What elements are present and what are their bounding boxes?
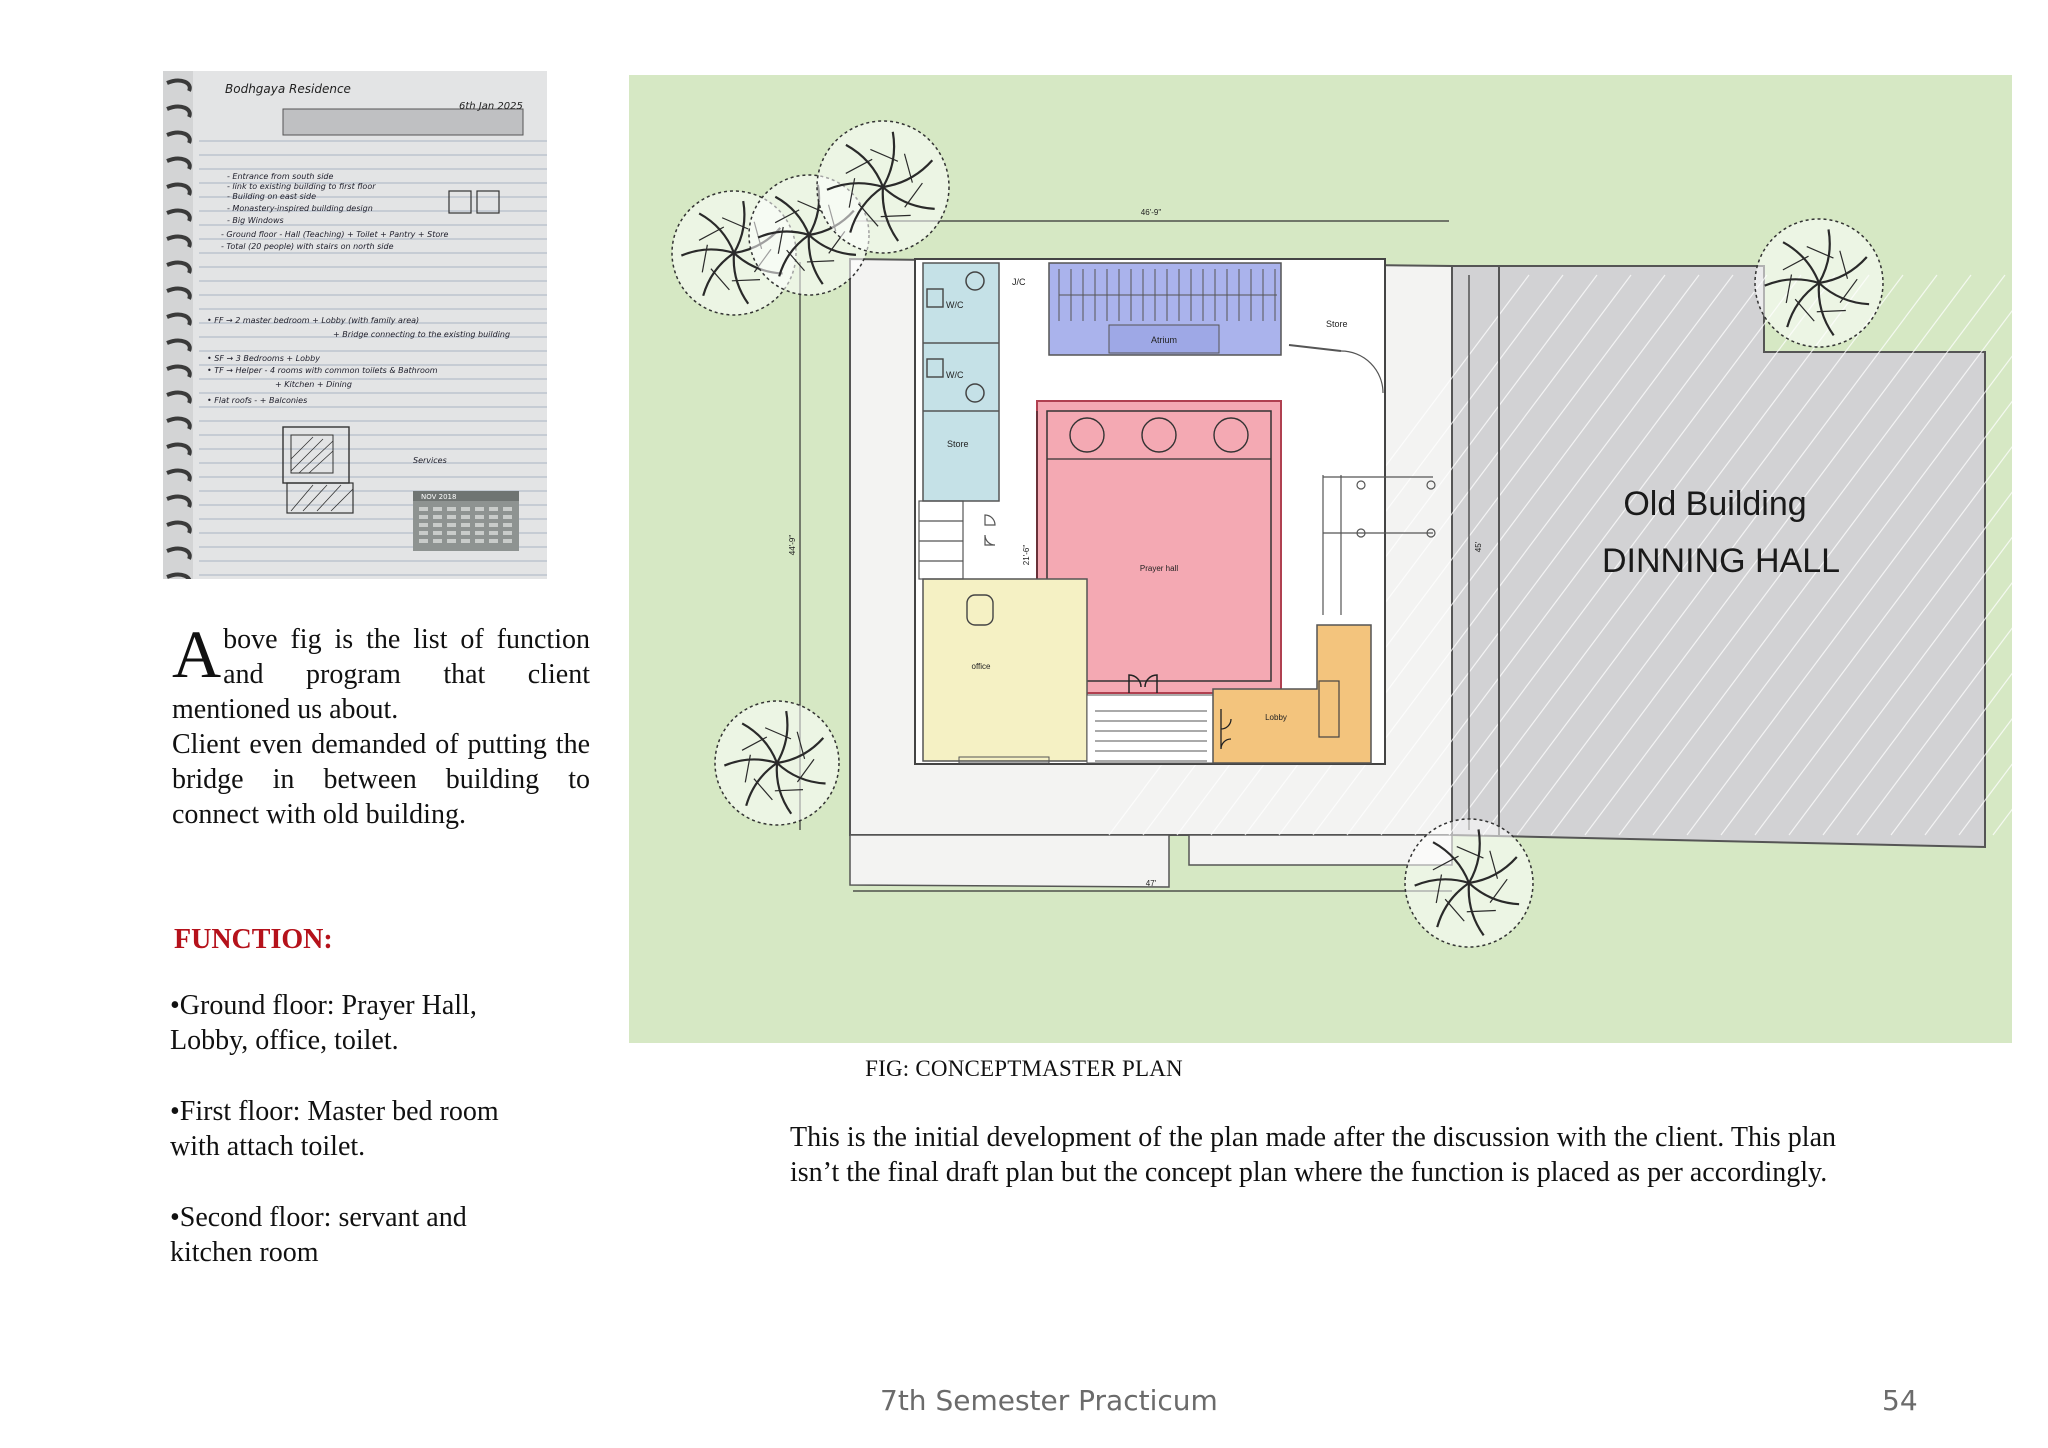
sketch-note: - link to existing building to first floor [227, 182, 376, 191]
dimension-top: 46'-9" [1140, 208, 1162, 217]
function-heading: FUNCTION: [174, 924, 333, 955]
sketch-note: • FF → 2 master bedroom + Lobby (with family area) [207, 316, 420, 325]
footer-course: 7th Semester Practicum [880, 1384, 1218, 1417]
dimension-right: 45' [1474, 541, 1483, 553]
sketch-note: Services [413, 456, 447, 465]
sketch-note: - Building on east side [227, 192, 316, 201]
office-label: office [971, 662, 991, 671]
store-label-left: Store [947, 439, 969, 449]
intro-text-2: Client even demanded of putting the bridge in between building to connect with old building. [172, 729, 590, 830]
ground-floor-item: •Ground floor: Prayer Hall, Lobby, office, toilet. [170, 990, 477, 1056]
tree [1755, 219, 1883, 347]
dining-hall-label: DINNING HALL [1601, 542, 1841, 580]
dimension-bottom: 47' [1145, 879, 1157, 888]
tree [817, 121, 949, 253]
sketch-date: 6th Jan 2025 [459, 101, 523, 112]
atrium-label: Atrium [1150, 335, 1178, 345]
page-number: 54 [1882, 1384, 1918, 1417]
first-floor-item: •First floor: Master bed room with attach toilet. [170, 1096, 499, 1162]
sketch-note: • Flat roofs - + Balconies [207, 396, 308, 405]
sketch-note: + Kitchen + Dining [275, 380, 352, 389]
wc-label-1: W/C [946, 300, 964, 310]
dimension-left: 44'-9" [788, 534, 797, 556]
figure-caption: FIG: CONCEPTMASTER PLAN [865, 1056, 1183, 1081]
sketch-note: + Bridge connecting to the existing building [333, 330, 511, 339]
store-label-top: Store [1326, 319, 1348, 329]
tree [715, 701, 839, 825]
intro-text-1: bove fig is the list of function and program that client mentioned us about. [172, 624, 590, 725]
wc-label-2: W/C [946, 370, 964, 380]
sketch-note: - Entrance from south side [227, 172, 334, 181]
tree [1405, 819, 1533, 947]
second-floor-item: •Second floor: servant and kitchen room [170, 1202, 467, 1268]
sketch-note: • TF → Helper - 4 rooms with common toilets & Bathroom [207, 366, 438, 375]
sketch-note: - Ground floor - Hall (Teaching) + Toilet + Pantry + Store [221, 230, 449, 239]
sketch-note: - Big Windows [227, 216, 284, 225]
plan-description: This is the initial development of the plan made after the discussion with the client. This plan isn’t the final draft plan but the concept plan where the function is placed as per accordingly. [790, 1122, 1836, 1188]
hall-dimension: 21'-6" [1022, 544, 1031, 566]
sketch-note: - Total (20 people) with stairs on north side [221, 242, 394, 251]
sketch-calendar: NOV 2018 [421, 493, 457, 501]
intro-paragraph [172, 616, 590, 832]
drop-cap: A [172, 616, 222, 692]
jc-label: J/C [1012, 277, 1026, 287]
lobby-label: Lobby [1265, 713, 1287, 722]
old-building-label: Old Building [1623, 485, 1807, 523]
prayer-hall-label: Prayer hall [1139, 564, 1179, 573]
concept-master-plan [629, 75, 2012, 1043]
sketch-photo [163, 71, 547, 579]
sketch-note: - Monastery-inspired building design [227, 204, 373, 213]
sketch-note: • SF → 3 Bedrooms + Lobby [207, 354, 320, 363]
sketch-title: Bodhgaya Residence [225, 82, 351, 96]
